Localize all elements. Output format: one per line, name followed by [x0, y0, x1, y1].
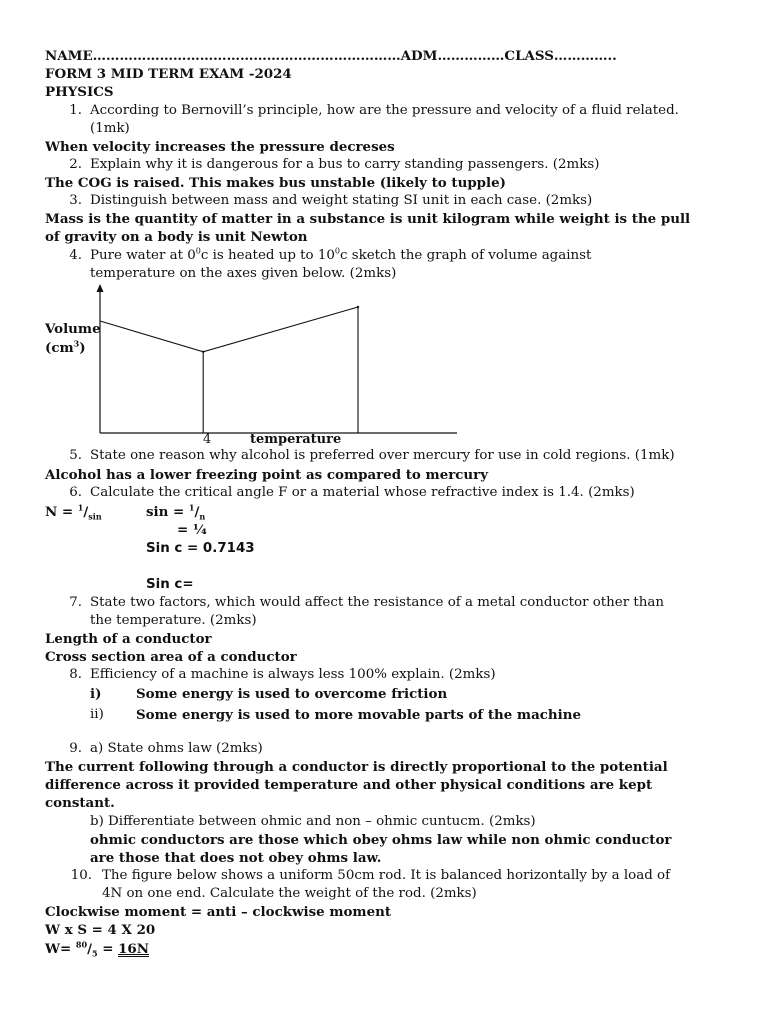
q2-number: 2.: [69, 157, 82, 172]
q7-answer1: Length of a conductor: [45, 631, 212, 647]
volume-temperature-chart: [0, 280, 768, 450]
y-unit-sup: 3: [73, 338, 80, 349]
q9-text: a) State ohms law (2mks): [90, 741, 263, 756]
q3-answer-line2: of gravity on a body is unit Newton: [45, 229, 308, 245]
q7-text-line2: the temperature. (2mks): [90, 613, 257, 628]
degree-sup: 0: [334, 246, 340, 256]
q10-answer3: [45, 940, 149, 958]
q9-b-answer-line1: ohmic conductors are those which obey ohms law while non ohmic conductor: [90, 832, 672, 848]
q1-text: According to Bernovill’s principle, how are the pressure and velocity of a fluid related.: [90, 103, 679, 118]
x-axis-label: temperature: [250, 432, 342, 447]
q8-text: Efficiency of a machine is always less 100% explain. (2mks): [90, 667, 496, 682]
y-unit-b: ): [79, 340, 86, 356]
q8-a-num: i): [90, 686, 102, 702]
chart-axes: [97, 284, 458, 433]
sin-slash: /: [194, 504, 200, 520]
w-sub: 5: [91, 948, 98, 959]
q6-text: Calculate the critical angle F or a material whose refractive index is 1.4. (2mks): [90, 485, 635, 500]
q5-text: State one reason why alcohol is preferred over mercury for use in cold regions. (1mk): [90, 448, 675, 463]
q5-number: 5.: [69, 448, 82, 463]
q3-number: 3.: [69, 193, 82, 208]
q10-answer1: Clockwise moment = anti – clockwise moment: [45, 904, 392, 920]
w-eq: W=: [45, 941, 76, 957]
q8-number: 8.: [69, 667, 82, 682]
q6-n-equation: [45, 503, 102, 521]
chart-y-label: Volume: [45, 321, 101, 337]
q3-answer-line1: Mass is the quantity of matter in a substance is unit kilogram while weight is the pull: [45, 211, 691, 227]
x-tick-label: 4: [203, 432, 212, 447]
q1-number: 1.: [69, 103, 82, 118]
w-slash: /: [87, 941, 92, 957]
final-answer: 16N: [118, 941, 149, 957]
q9-b-answer-line2: are those that does not obey ohms law.: [90, 850, 382, 866]
q6-step2: = ¹⁄₄: [177, 522, 207, 538]
q6-step3: Sin c = 0.7143: [146, 541, 255, 556]
subject-title: PHYSICS: [45, 84, 114, 100]
n-sub: sin: [88, 511, 102, 522]
chart-marks: [100, 306, 359, 433]
w-sup: 80: [75, 939, 88, 950]
q9-answer-line2: difference across it provided temperature and other physical conditions are kept: [45, 777, 653, 793]
q4-text-b: c is heated up to 10: [200, 248, 335, 263]
q4-text-line2: temperature on the axes given below. (2mks): [90, 266, 397, 281]
n-sup: 1: [77, 502, 84, 513]
data-point: [202, 351, 204, 353]
q10-number: 10.: [70, 868, 92, 883]
q2-text: Explain why it is dangerous for a bus to carry standing passengers. (2mks): [90, 157, 600, 172]
n-eq: N =: [45, 504, 78, 520]
q8-b-num: ii): [90, 707, 104, 722]
q9-number: 9.: [69, 741, 82, 756]
q9-b-text: b) Differentiate between ohmic and non – ohmic cuntucm. (2mks): [90, 814, 536, 829]
q10-text-line2: 4N on one end. Calculate the weight of the rod. (2mks): [102, 886, 477, 901]
q6-sin-equation: [146, 503, 205, 521]
sin-sub: n: [199, 511, 206, 522]
q4-text-c: c sketch the graph of volume against: [339, 248, 592, 263]
n-slash: /: [83, 504, 89, 520]
q7-answer2: Cross section area of a conductor: [45, 649, 297, 665]
degree-sup: 0: [195, 246, 201, 256]
q6-step4: Sin c=: [146, 577, 194, 592]
sin-sup: 1: [188, 502, 195, 513]
volume-curve: [100, 307, 358, 352]
q4-text-a: Pure water at 0: [90, 248, 196, 263]
data-point: [357, 306, 359, 308]
exam-title: FORM 3 MID TERM EXAM -2024: [45, 66, 292, 82]
q10-text-line1: The figure below shows a uniform 50cm rod. It is balanced horizontally by a load of: [102, 868, 671, 883]
q2-answer: The COG is raised. This makes bus unstable (likely to tupple): [45, 175, 506, 191]
q3-text: Distinguish between mass and weight stating SI unit in each case. (2mks): [90, 193, 593, 208]
q8-a-text: Some energy is used to overcome friction: [136, 686, 448, 702]
sin-eq: sin =: [146, 504, 189, 520]
q7-number: 7.: [69, 595, 82, 610]
y-unit-a: (cm: [45, 340, 74, 356]
q9-answer-line1: The current following through a conductor is directly proportional to the potential: [45, 759, 668, 775]
q4-number: 4.: [69, 248, 82, 263]
q4-text-line1: [90, 247, 591, 265]
q9-answer-line3: constant.: [45, 795, 115, 811]
q1-answer: When velocity increases the pressure decreses: [45, 139, 395, 155]
q7-text-line1: State two factors, which would affect the resistance of a metal conductor other than: [90, 595, 664, 610]
y-axis-arrowhead: [97, 284, 104, 292]
q6-number: 6.: [69, 485, 82, 500]
name-adm-class-line: NAME……………………………………………………………ADM……………CLASS…………..: [45, 48, 617, 64]
q1-marks: (1mk): [90, 121, 130, 136]
w-eq2: =: [97, 941, 119, 957]
q5-answer: Alcohol has a lower freezing point as compared to mercury: [45, 467, 488, 483]
q10-answer2: W x S = 4 X 20: [45, 922, 156, 938]
q8-b-text: Some energy is used to more movable parts of the machine: [136, 707, 582, 723]
